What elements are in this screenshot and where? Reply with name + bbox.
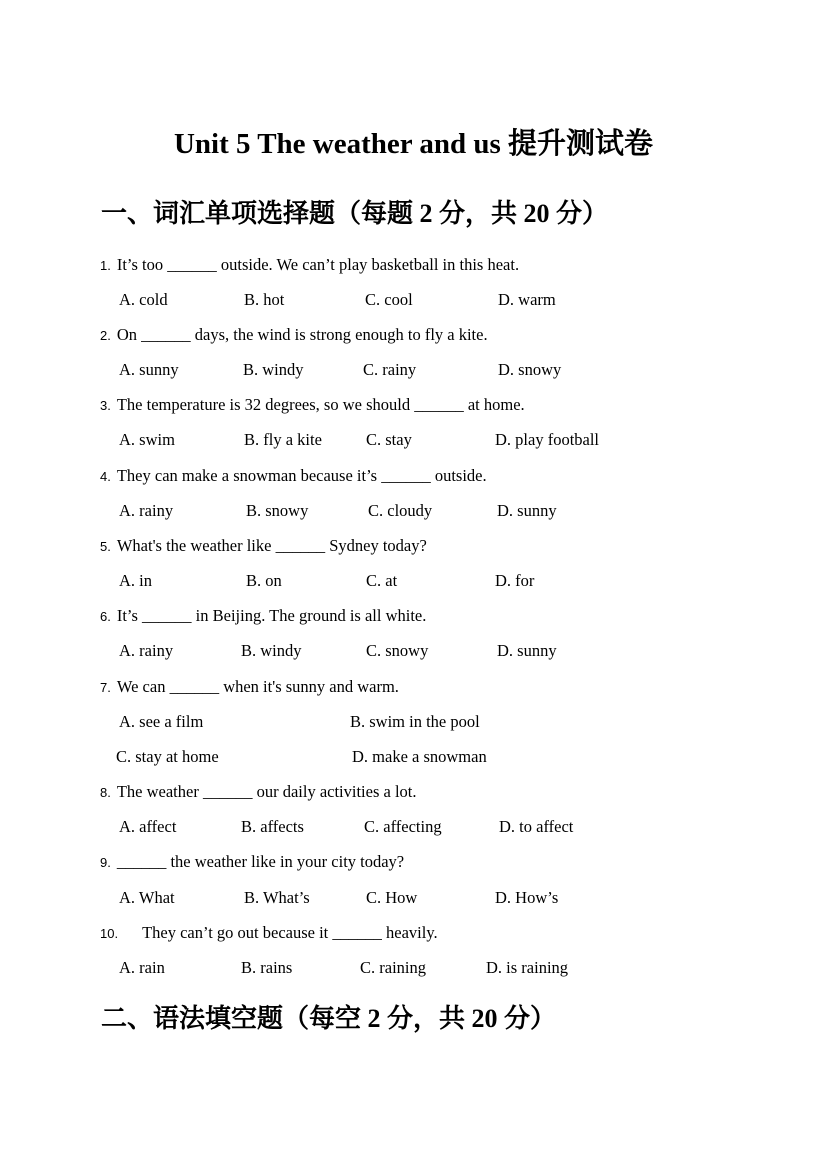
option-d: D. sunny bbox=[497, 641, 557, 660]
option-a: A. in bbox=[119, 571, 152, 590]
question-text: ______ the weather like in your city today? bbox=[116, 852, 405, 871]
option-d: D. warm bbox=[498, 290, 556, 309]
option-a: A. rainy bbox=[119, 641, 174, 660]
option-c: C. raining bbox=[360, 958, 426, 977]
question-text: We can ______ when it's sunny and warm. bbox=[116, 677, 399, 696]
option-a: A. rainy bbox=[119, 501, 174, 520]
question-1 bbox=[100, 254, 519, 277]
option-d: D. sunny bbox=[497, 501, 557, 520]
option-a: A. cold bbox=[119, 290, 168, 309]
question-9 bbox=[100, 851, 404, 874]
question-text: They can make a snowman because it’s ______ outside. bbox=[116, 466, 487, 485]
option-c: C. affecting bbox=[364, 817, 442, 836]
question-text: It’s ______ in Beijing. The ground is all white. bbox=[116, 606, 427, 625]
option-d: D. How’s bbox=[495, 888, 559, 907]
option-c: C. cool bbox=[365, 290, 413, 309]
option-a: A. see a film bbox=[119, 712, 204, 731]
question-text: The temperature is 32 degrees, so we should ______ at home. bbox=[116, 395, 525, 414]
option-b: B. on bbox=[246, 571, 282, 590]
option-b: B. rains bbox=[241, 958, 293, 977]
question-6 bbox=[100, 605, 426, 628]
option-a: A. sunny bbox=[119, 360, 179, 379]
question-5 bbox=[100, 535, 427, 558]
option-c: C. rainy bbox=[363, 360, 417, 379]
option-c: C. at bbox=[366, 571, 398, 590]
option-c: C. cloudy bbox=[368, 501, 433, 520]
option-b: B. hot bbox=[244, 290, 285, 309]
question-number: 2. bbox=[100, 328, 111, 343]
question-text: The weather ______ our daily activities a lot. bbox=[116, 782, 417, 801]
question-7 bbox=[100, 676, 399, 699]
question-2 bbox=[100, 324, 488, 347]
option-a: A. swim bbox=[119, 430, 175, 449]
section-heading-vocabulary: 一、词汇单项选择题（每题 2 分，共 20 分） bbox=[101, 199, 609, 228]
question-3 bbox=[100, 394, 525, 417]
option-b: B. What’s bbox=[244, 888, 310, 907]
option-d: D. play football bbox=[495, 430, 600, 449]
question-number: 8. bbox=[100, 785, 111, 800]
question-4 bbox=[100, 465, 487, 488]
question-number: 5. bbox=[100, 539, 111, 554]
question-number: 7. bbox=[100, 680, 111, 695]
question-number: 4. bbox=[100, 469, 111, 484]
option-b: B. windy bbox=[241, 641, 302, 660]
option-b: B. fly a kite bbox=[244, 430, 322, 449]
option-c: C. stay at home bbox=[116, 747, 219, 766]
option-c: C. How bbox=[366, 888, 418, 907]
option-a: A. rain bbox=[119, 958, 165, 977]
page-title: Unit 5 The weather and us 提升测试卷 bbox=[173, 128, 654, 160]
question-text: It’s too ______ outside. We can’t play basketball in this heat. bbox=[116, 255, 520, 274]
question-text: On ______ days, the wind is strong enough to fly a kite. bbox=[116, 325, 488, 344]
question-10 bbox=[100, 922, 438, 945]
question-text: What's the weather like ______ Sydney today? bbox=[116, 536, 427, 555]
question-number: 9. bbox=[100, 855, 111, 870]
question-number: 1. bbox=[100, 258, 111, 273]
option-b: B. windy bbox=[243, 360, 304, 379]
question-text: They can’t go out because it ______ heavily. bbox=[142, 923, 438, 942]
option-a: A. What bbox=[119, 888, 175, 907]
option-a: A. affect bbox=[119, 817, 177, 836]
question-8 bbox=[100, 781, 417, 804]
option-b: B. swim in the pool bbox=[350, 712, 480, 731]
option-d: D. is raining bbox=[486, 958, 569, 977]
option-d: D. to affect bbox=[499, 817, 574, 836]
option-b: B. affects bbox=[241, 817, 304, 836]
question-number: 6. bbox=[100, 609, 111, 624]
question-number: 10. bbox=[100, 926, 119, 941]
question-number: 3. bbox=[100, 398, 111, 413]
option-c: C. stay bbox=[366, 430, 412, 449]
option-c: C. snowy bbox=[366, 641, 429, 660]
option-b: B. snowy bbox=[246, 501, 309, 520]
option-d: D. for bbox=[495, 571, 535, 590]
option-d: D. make a snowman bbox=[352, 747, 487, 766]
option-d: D. snowy bbox=[498, 360, 562, 379]
section-heading-grammar: 二、语法填空题（每空 2 分，共 20 分） bbox=[101, 1004, 557, 1033]
